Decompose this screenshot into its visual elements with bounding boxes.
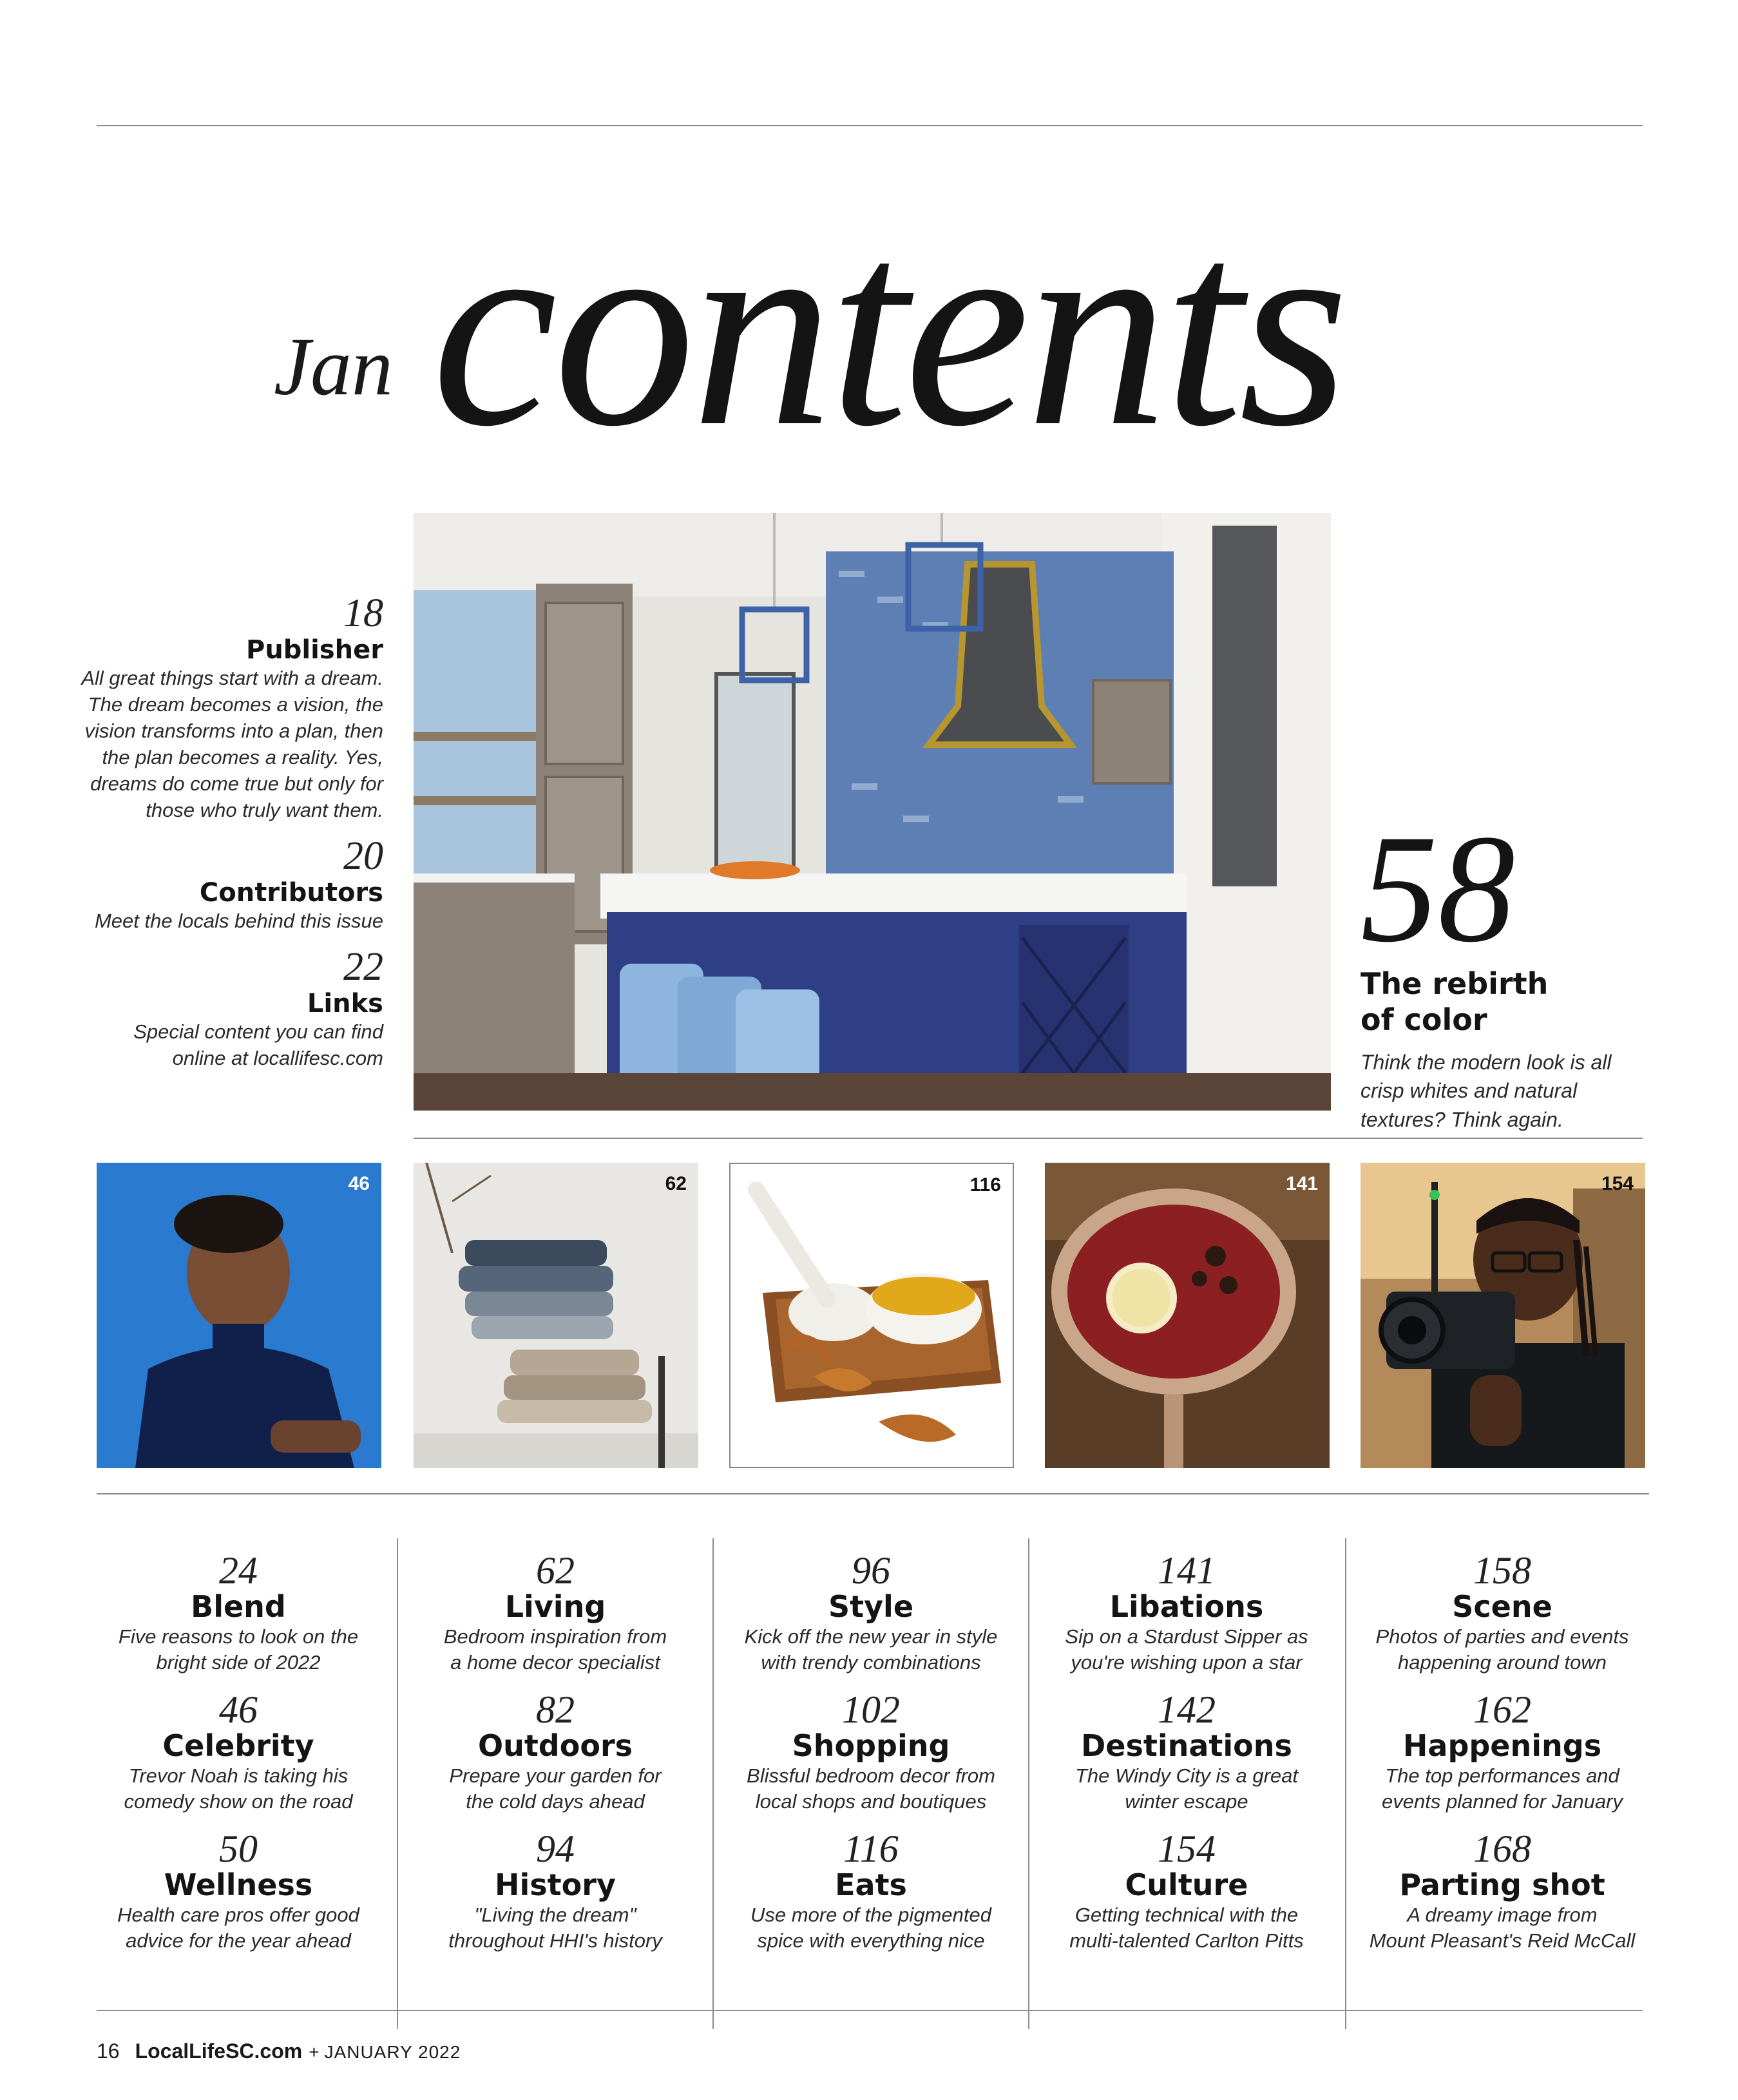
thumbnail-page-number: 46 bbox=[348, 1173, 370, 1194]
toc-description: The Windy City is a great bbox=[1074, 1764, 1298, 1787]
toc-description: throughout HHI's history bbox=[448, 1929, 662, 1952]
toc-title: Happenings bbox=[1402, 1728, 1602, 1764]
thumbnail-portrait[interactable] bbox=[97, 1163, 381, 1468]
feature-title bbox=[1361, 966, 1657, 1038]
toc-title: Destinations bbox=[1081, 1728, 1292, 1764]
toc-description: Blissful bedroom decor from bbox=[747, 1764, 995, 1787]
thumbnail-spices[interactable] bbox=[729, 1163, 1014, 1468]
thumbnail-linens[interactable] bbox=[414, 1163, 698, 1468]
toc-column bbox=[1032, 1551, 1341, 1969]
feature-title-line: of color bbox=[1361, 1002, 1487, 1038]
footer-site-link[interactable]: LocalLifeSC.com bbox=[135, 2039, 303, 2063]
toc-entry[interactable] bbox=[1032, 1551, 1341, 1690]
toc-entry[interactable] bbox=[401, 1551, 710, 1690]
grid-top-rule bbox=[97, 1493, 1649, 1494]
toc-entry[interactable] bbox=[1348, 1690, 1657, 1829]
toc-page-number: 142 bbox=[1158, 1688, 1216, 1731]
spice-illustration bbox=[731, 1164, 1014, 1468]
toc-page-number: 24 bbox=[219, 1549, 258, 1592]
toc-title: Style bbox=[828, 1589, 914, 1625]
toc-page-number: 62 bbox=[536, 1549, 575, 1592]
top-rule bbox=[97, 125, 1643, 126]
toc-description: Bedroom inspiration from bbox=[443, 1625, 667, 1648]
toc-page-number: 94 bbox=[536, 1828, 575, 1870]
toc-title: Outdoors bbox=[477, 1728, 633, 1764]
camera-operator-illustration bbox=[1361, 1163, 1645, 1468]
toc-description: Photos of parties and events bbox=[1375, 1625, 1629, 1648]
toc-page-number: 82 bbox=[536, 1688, 575, 1731]
toc-entry[interactable] bbox=[77, 593, 383, 824]
toc-description: Trevor Noah is taking his bbox=[128, 1764, 349, 1787]
toc-title: Blend bbox=[191, 1589, 286, 1625]
toc-entry[interactable] bbox=[1032, 1690, 1341, 1829]
toc-title: Links bbox=[307, 988, 383, 1018]
toc-page-number: 46 bbox=[219, 1688, 258, 1731]
toc-title: Eats bbox=[835, 1867, 907, 1903]
masthead-month: Jan bbox=[274, 321, 393, 412]
toc-page-number: 141 bbox=[1158, 1549, 1216, 1592]
portrait-illustration bbox=[97, 1163, 381, 1468]
toc-entry[interactable] bbox=[84, 1829, 393, 1969]
toc-column bbox=[401, 1551, 710, 1969]
toc-description: Use more of the pigmented bbox=[750, 1903, 991, 1926]
masthead-title: contents bbox=[432, 171, 1346, 485]
toc-description: Prepare your garden for bbox=[449, 1764, 662, 1787]
footer-separator: + bbox=[309, 2042, 320, 2062]
toc-description: multi-talented Carlton Pitts bbox=[1069, 1929, 1304, 1952]
toc-description: Special content you can find online at locallifesc.com bbox=[133, 1020, 383, 1069]
toc-column bbox=[1348, 1551, 1657, 1969]
toc-page-number: 18 bbox=[343, 591, 383, 635]
column-divider bbox=[397, 1538, 398, 2029]
kitchen-illustration bbox=[414, 513, 1331, 1111]
feature-callout[interactable] bbox=[1361, 803, 1657, 1134]
toc-entry[interactable] bbox=[84, 1690, 393, 1829]
toc-description: Health care pros offer good bbox=[117, 1903, 359, 1926]
toc-description: All great things start with a dream. The dream becomes a vision, the vision transforms into a plan, then the plan becomes a reality. Yes, dreams do come true but only for those who truly want them. bbox=[81, 667, 383, 821]
feature-title-line: The rebirth bbox=[1361, 966, 1549, 1001]
toc-title: Culture bbox=[1125, 1867, 1248, 1903]
toc-entry[interactable] bbox=[77, 946, 383, 1072]
footer-page-number: 16 bbox=[97, 2039, 120, 2063]
thumbnail-page-number: 141 bbox=[1285, 1173, 1318, 1194]
column-divider bbox=[712, 1538, 714, 2029]
toc-title: Libations bbox=[1109, 1589, 1264, 1625]
toc-description: Getting technical with the bbox=[1074, 1903, 1299, 1926]
column-divider bbox=[1028, 1538, 1029, 2029]
thumbnail-camera-operator[interactable] bbox=[1361, 1163, 1645, 1468]
thumbnail-page-number: 116 bbox=[969, 1174, 1001, 1196]
toc-title: Parting shot bbox=[1399, 1867, 1605, 1903]
toc-title: Contributors bbox=[199, 877, 383, 908]
toc-description: The top performances and bbox=[1385, 1764, 1619, 1787]
toc-title: Shopping bbox=[792, 1728, 950, 1764]
toc-description: a home decor specialist bbox=[450, 1651, 660, 1674]
toc-description: advice for the year ahead bbox=[126, 1929, 351, 1952]
front-section-list bbox=[77, 593, 383, 1083]
hero-kitchen-photo[interactable] bbox=[414, 513, 1331, 1111]
toc-page-number: 102 bbox=[842, 1688, 900, 1731]
column-divider bbox=[1345, 1538, 1346, 2029]
thumbnail-page-number: 62 bbox=[665, 1173, 687, 1194]
toc-page-number: 168 bbox=[1473, 1828, 1531, 1870]
toc-entry[interactable] bbox=[1348, 1829, 1657, 1969]
toc-entry[interactable] bbox=[84, 1551, 393, 1690]
cocktail-illustration bbox=[1045, 1163, 1330, 1468]
toc-page-number: 162 bbox=[1473, 1688, 1531, 1731]
page-footer bbox=[97, 2041, 461, 2061]
toc-description: local shops and boutiques bbox=[755, 1790, 987, 1813]
toc-entry[interactable] bbox=[401, 1829, 710, 1969]
toc-title: Celebrity bbox=[162, 1728, 314, 1764]
linens-illustration bbox=[414, 1163, 698, 1468]
toc-title: Wellness bbox=[164, 1867, 313, 1903]
toc-entry[interactable] bbox=[716, 1829, 1026, 1969]
toc-title: Living bbox=[504, 1589, 606, 1625]
toc-entry[interactable] bbox=[1032, 1829, 1341, 1969]
toc-column bbox=[716, 1551, 1026, 1969]
toc-description: Meet the locals behind this issue bbox=[94, 909, 383, 932]
toc-column bbox=[84, 1551, 393, 1969]
toc-entry[interactable] bbox=[77, 835, 383, 935]
toc-entry[interactable] bbox=[1348, 1551, 1657, 1690]
toc-description: Mount Pleasant's Reid McCall bbox=[1369, 1929, 1636, 1952]
toc-description: bright side of 2022 bbox=[156, 1651, 321, 1674]
feature-description: Think the modern look is all crisp whites and natural textures? Think again. bbox=[1361, 1051, 1612, 1131]
toc-description: comedy show on the road bbox=[124, 1790, 353, 1813]
toc-description: the cold days ahead bbox=[466, 1790, 645, 1813]
toc-page-number: 158 bbox=[1473, 1549, 1531, 1592]
toc-entry[interactable] bbox=[716, 1690, 1026, 1829]
toc-title: Publisher bbox=[246, 635, 383, 665]
toc-title: History bbox=[495, 1867, 616, 1903]
toc-description: spice with everything nice bbox=[757, 1929, 985, 1952]
toc-page-number: 20 bbox=[343, 834, 383, 878]
toc-description: Five reasons to look on the bbox=[118, 1625, 359, 1648]
footer-issue-date: JANUARY 2022 bbox=[324, 2042, 461, 2062]
toc-page-number: 154 bbox=[1158, 1828, 1216, 1870]
toc-description: events planned for January bbox=[1382, 1790, 1623, 1813]
toc-entry[interactable] bbox=[401, 1690, 710, 1829]
toc-page-number: 22 bbox=[343, 944, 383, 989]
toc-description: with trendy combinations bbox=[761, 1651, 981, 1674]
thumbnail-page-number: 154 bbox=[1601, 1173, 1634, 1194]
footer-rule bbox=[97, 2010, 1643, 2011]
toc-description: Kick off the new year in style bbox=[744, 1625, 998, 1648]
mid-rule bbox=[414, 1138, 1643, 1139]
toc-description: happening around town bbox=[1397, 1651, 1607, 1674]
toc-page-number: 96 bbox=[852, 1549, 890, 1592]
toc-page-number: 116 bbox=[843, 1828, 899, 1870]
toc-title: Scene bbox=[1452, 1589, 1552, 1625]
thumbnail-cocktail[interactable] bbox=[1045, 1163, 1330, 1468]
toc-entry[interactable] bbox=[716, 1551, 1026, 1690]
toc-description: "Living the dream" bbox=[474, 1903, 636, 1926]
toc-description: winter escape bbox=[1125, 1790, 1248, 1813]
feature-page-number: 58 bbox=[1361, 803, 1515, 974]
toc-page-number: 50 bbox=[219, 1828, 258, 1870]
toc-description: A dreamy image from bbox=[1407, 1903, 1598, 1926]
toc-description: you're wishing upon a star bbox=[1071, 1651, 1303, 1674]
toc-description: Sip on a Stardust Sipper as bbox=[1065, 1625, 1308, 1648]
